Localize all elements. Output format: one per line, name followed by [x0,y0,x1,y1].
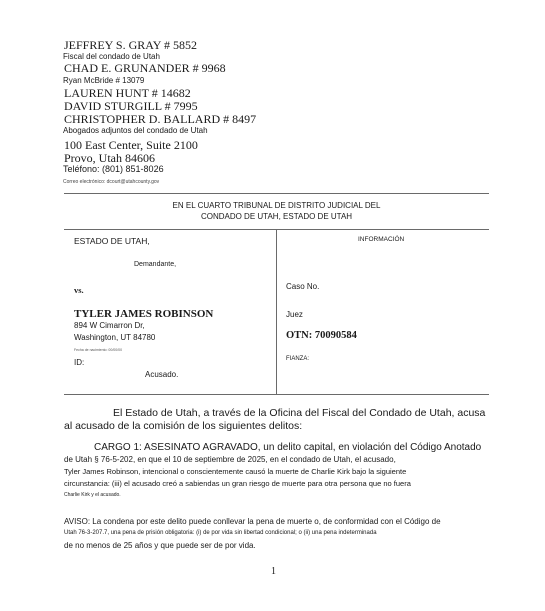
court-name-line-2: CONDADO DE UTAH, ESTADO DE UTAH [200,212,353,221]
versus-label: vs. [74,285,84,295]
caption-divider [276,229,277,395]
defendant-dob: Fecha de nacimiento: 00/00/00 [74,348,123,352]
judge-label: Juez [286,310,303,319]
case-number-label: Caso No. [286,282,320,291]
count-line-4: circunstancia: (iii) el acusado creó a sabiendas un gran riesgo de muerte para otra persona que no fuera [64,479,411,488]
notice-line-3: de no menos de 25 años y que puede ser de por vida. [64,541,256,550]
intro-line-1: El Estado de Utah, a través de la Oficina del Fiscal del Condado de Utah, acusa [113,407,486,419]
plaintiff-role: Demandante, [134,261,177,268]
attorney-line-7: CHRISTOPHER D. BALLARD # 8497 [64,112,257,126]
address-line-2: Provo, Utah 84606 [64,151,155,165]
attorney-line-5: LAUREN HUNT # 14682 [64,86,191,100]
count-line-5: Charlie Kirk y el acusado. [64,492,121,498]
count-line-1: CARGO 1: ASESINATO AGRAVADO, un delito capital, en violación del Código Anotado [94,442,482,453]
defendant-address-1: 894 W Cimarron Dr, [74,321,145,330]
document-title: INFORMACIÓN [358,236,405,243]
email-line: Correo electrónico: dcourt@utahcounty.gov [63,179,160,185]
defendant-name: TYLER JAMES ROBINSON [74,308,214,320]
bail-label: FIANZA: [286,356,310,362]
address-line-1: 100 East Center, Suite 2100 [64,138,198,152]
notice-line-1: AVISO: La condena por este delito puede conllevar la pena de muerte o, de conformidad con el Código de [64,517,441,526]
defendant-role: Acusado. [145,370,179,379]
attorney-line-6: DAVID STURGILL # 7995 [64,99,198,113]
attorney-line-4: Ryan McBride # 13079 [63,76,145,85]
page-number: 1 [271,566,276,577]
count-line-2: de Utah § 76-5-202, en que el 10 de septiembre de 2025, en el condado de Utah, el acusado, [64,455,396,464]
intro-line-2: al acusado de la comisión de los siguientes delitos: [64,420,303,432]
defendant-id-label: ID: [74,358,85,367]
notice-line-2: Utah 76-3-207.7, una pena de prisión obligatoria: (i) de por vida sin libertad condicional; o (ii) una pena indeterminada [64,530,377,536]
attorney-line-1: JEFFREY S. GRAY # 5852 [64,38,198,52]
defendant-address-2: Washington, UT 84780 [74,333,156,342]
attorney-line-3: CHAD E. GRUNANDER # 9968 [64,61,226,75]
attorney-line-8: Abogados adjuntos del condado de Utah [63,126,208,135]
phone-line: Teléfono: (801) 851-8026 [63,164,164,174]
otn-number: OTN: 70090584 [286,330,357,341]
count-line-3: Tyler James Robinson, intencional o conscientemente causó la muerte de Charlie Kirk bajo la siguiente [64,467,407,476]
plaintiff-name: ESTADO DE UTAH, [74,236,150,246]
attorney-line-2: Fiscal del condado de Utah [63,52,160,61]
court-name-line-1: EN EL CUARTO TRIBUNAL DE DISTRITO JUDICIAL DEL [172,201,381,210]
court-top-rule [64,193,489,194]
